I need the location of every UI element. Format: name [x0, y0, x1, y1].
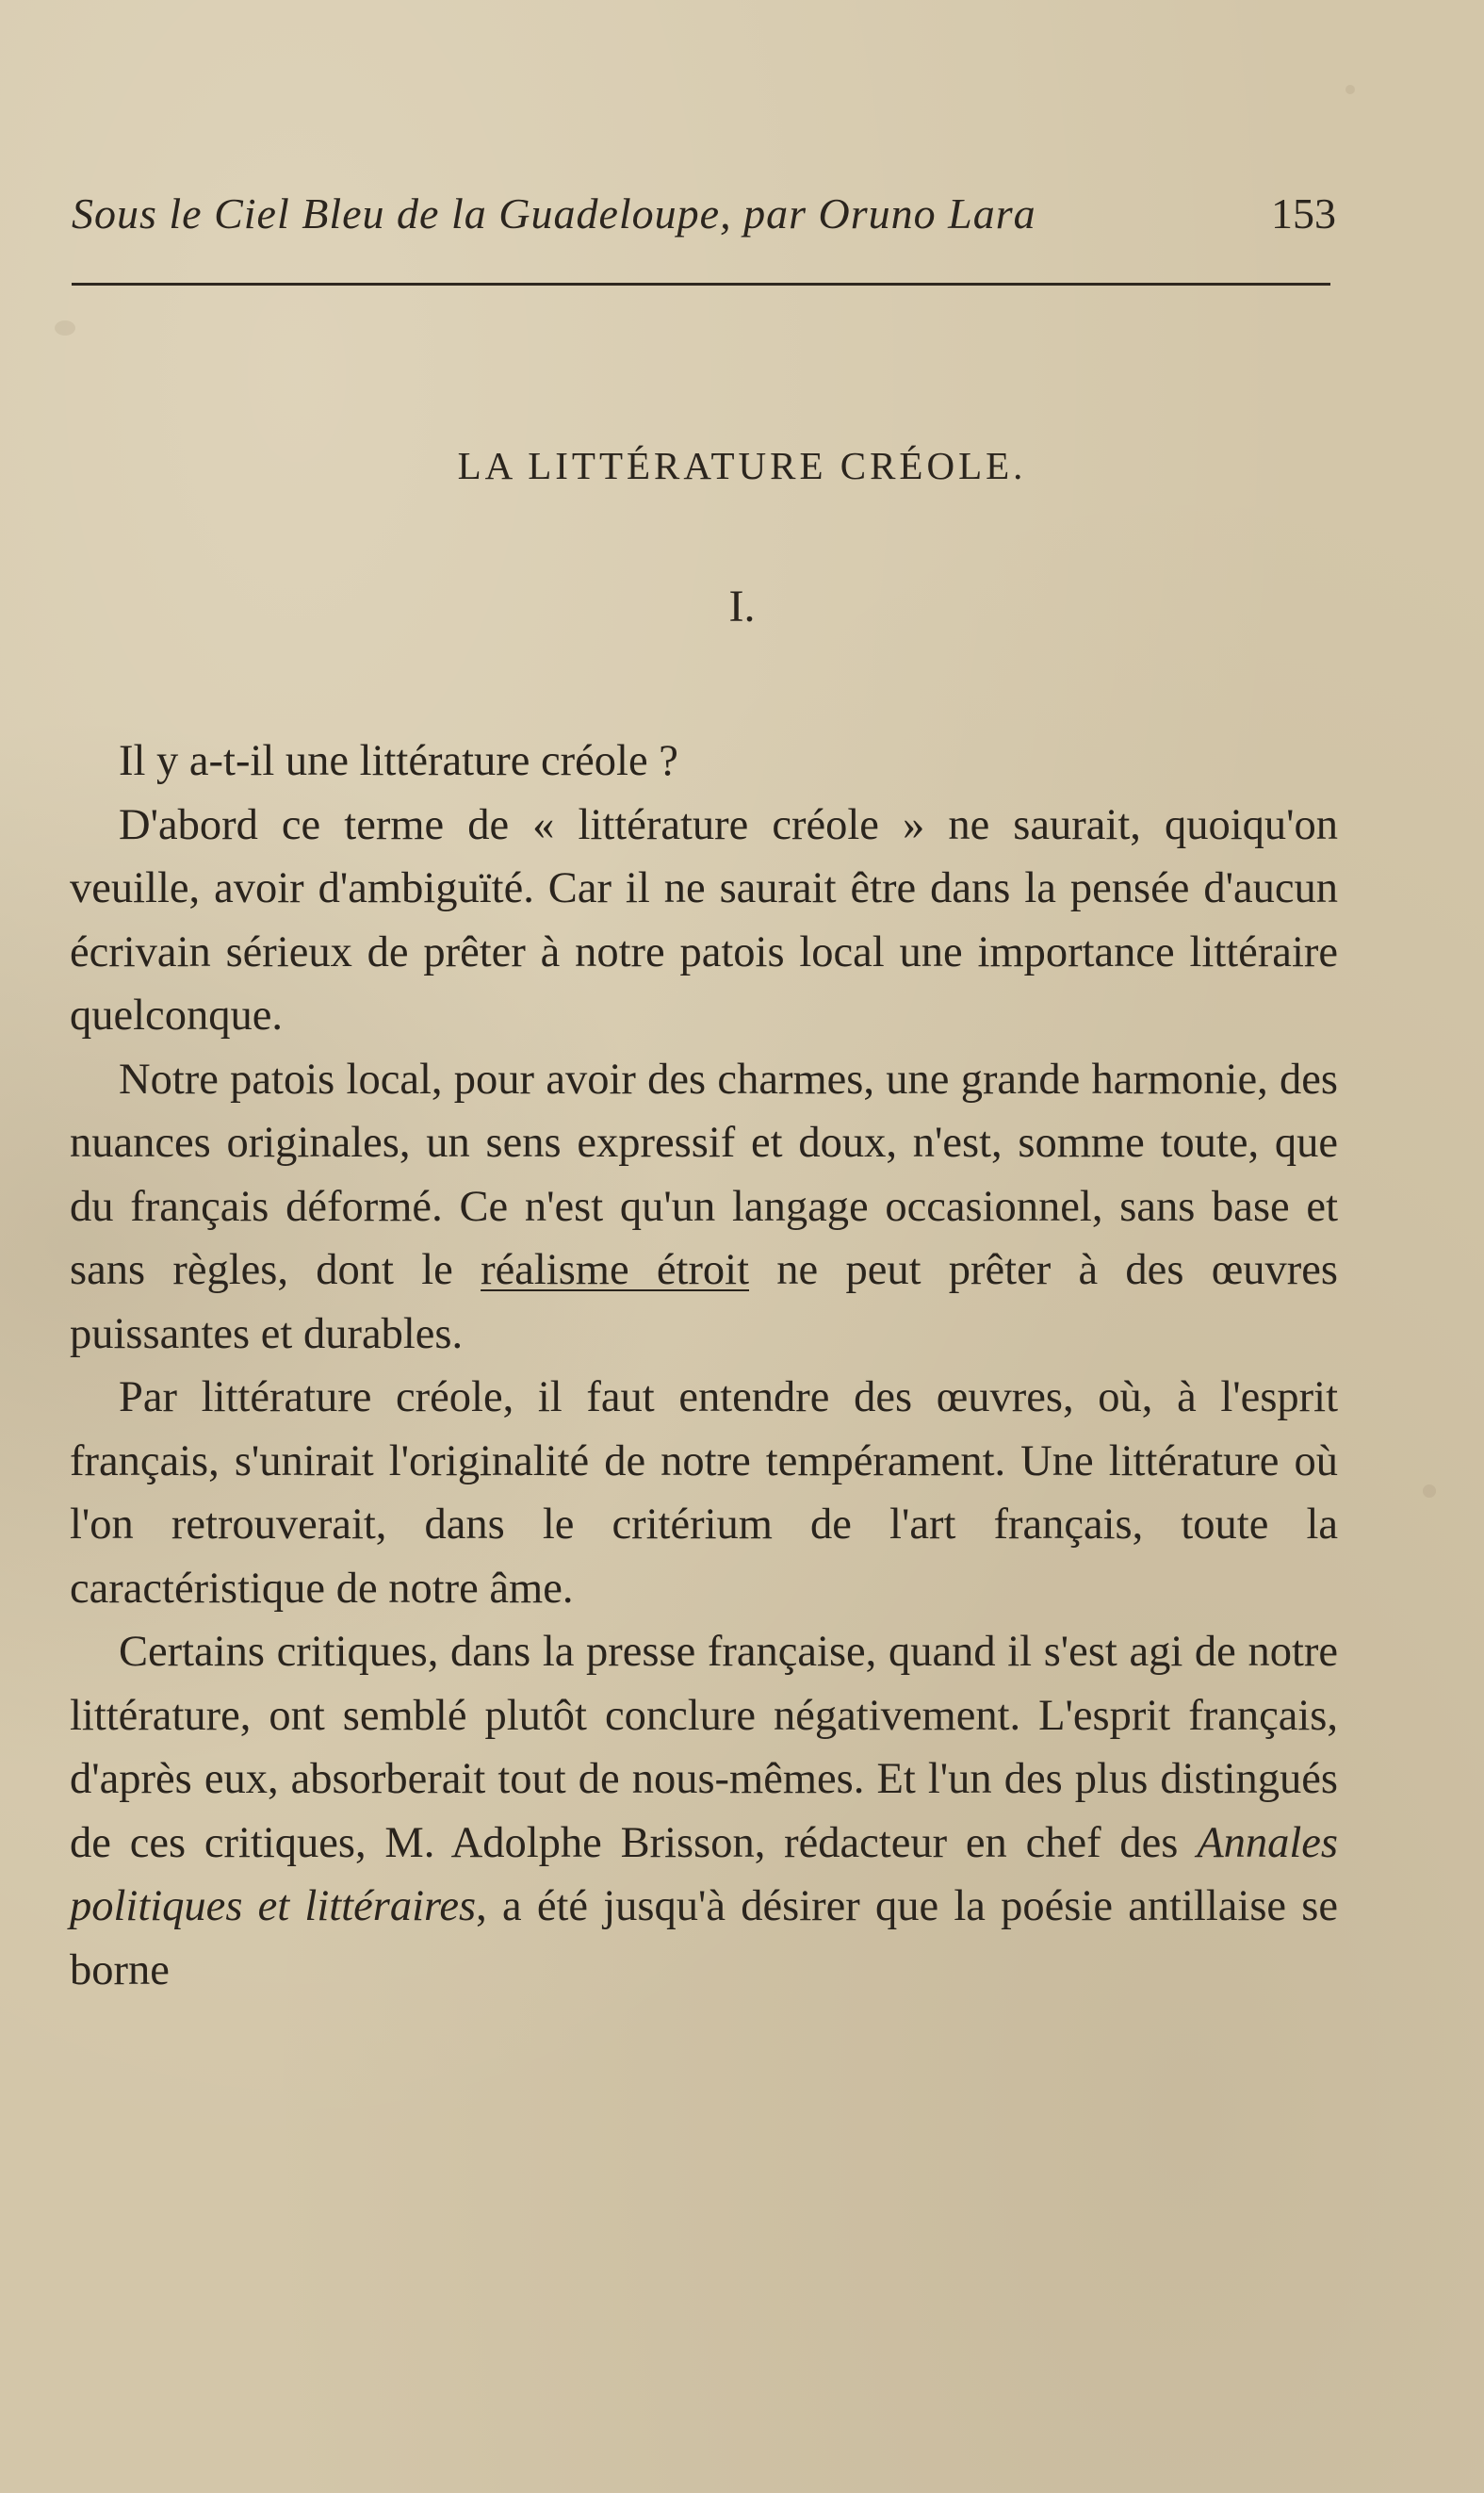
paragraph-5-text-end: , a été jusqu'à désirer que la poésie antillaise se borne: [70, 1882, 1339, 1994]
paragraph-3-text-end: ne peut prêter à des œuvres puissantes et durables.: [70, 1246, 1338, 1358]
paper-stain: [1345, 85, 1355, 94]
paragraph-3-text-start: Notre patois local, pour avoir des charmes, une grande harmonie, des nuances originales, un sens expressif et doux, n'est, somme toute, que du français déformé. Ce n'est qu'un langage occasionnel, sans base et sans règles, dont le: [70, 1055, 1338, 1294]
section-number: I.: [728, 582, 756, 631]
paragraph-5-text-start: Certains critiques, dans la presse française, quand il s'est agi de notre littérature, ont semblé plutôt conclure négativement. L'esprit français, d'après eux, absorberait tout de nous-mêmes. Et l'un des plus distingués de ces critiques, M. Adolphe Brisson, rédacteur en chef des: [70, 1628, 1338, 1867]
underlined-phrase: réalisme étroit: [481, 1246, 750, 1294]
paragraph-3: [70, 1048, 1338, 1367]
running-title: Sous le Ciel Bleu de la Guadeloupe, par Oruno Lara: [72, 189, 1036, 238]
paragraph-1: Il y a-t-il une littérature créole ?: [119, 737, 678, 785]
header-rule: [72, 283, 1330, 286]
running-head: [72, 189, 1336, 245]
paragraph-5: [70, 1620, 1338, 2002]
body-text: [70, 730, 1338, 2002]
paragraph-4: Par littérature créole, il faut entendre des œuvres, où, à l'esprit français, s'unirait l'originalité de notre tempérament. Une littérature où l'on retrouverait, dans le critérium de l'art français, toute la caractéristique de notre âme.: [70, 1373, 1338, 1613]
paper-stain: [1423, 1484, 1436, 1498]
paper-stain: [55, 320, 75, 336]
page-number: 153: [1271, 189, 1336, 238]
chapter-title: LA LITTÉRATURE CRÉOLE.: [457, 444, 1027, 487]
paragraph-2: D'abord ce terme de « littérature créole » ne saurait, quoiqu'on veuille, avoir d'ambiguïté. Car il ne saurait être dans la pensée d'aucun écrivain sérieux de prêter à notre patois local une importance littéraire quelconque.: [70, 800, 1338, 1040]
publication-title: Annales politiques et littéraires: [70, 1818, 1338, 1930]
